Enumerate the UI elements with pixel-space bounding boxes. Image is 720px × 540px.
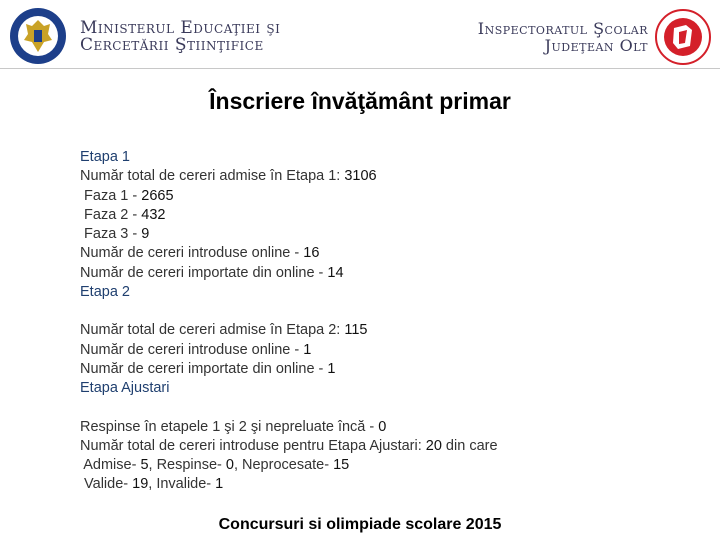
invalide-value: 1 — [215, 476, 224, 493]
spacer — [80, 399, 700, 418]
etapa2-total-value: 115 — [344, 322, 368, 339]
etapa1-imported — [80, 264, 700, 283]
etapa2-online — [80, 341, 700, 360]
ajustari-total-suffix: din care — [441, 437, 498, 454]
respinse-label: , Respinse- — [148, 457, 226, 474]
inspectorate-name — [478, 20, 648, 54]
romania-coat-of-arms-icon — [8, 6, 68, 66]
ajustari-rejected-value: 0 — [378, 418, 387, 435]
valide-value: 19 — [132, 476, 149, 493]
etapa1-heading: Etapa 1 — [80, 149, 130, 165]
etapa1-faza1 — [80, 187, 700, 206]
etapa1-imported-value: 14 — [327, 264, 344, 281]
inspectorate-logo-icon — [652, 8, 714, 66]
ajustari-total-label: Număr total de cereri introduse pentru Etapa Ajustari: — [80, 437, 426, 454]
valide-label: Valide- — [80, 476, 133, 493]
admise-label: Admise- — [80, 457, 141, 474]
faza2-label: Faza 2 - — [80, 206, 142, 223]
etapa2-online-value: 1 — [303, 341, 312, 358]
etapa1-faza2 — [80, 206, 700, 225]
neprocesate-label: , Neprocesate- — [233, 457, 334, 474]
ajustari-total — [80, 437, 700, 456]
etapa1-online — [80, 244, 700, 263]
inspectorate-name-line2: Judeţean Olt — [544, 36, 648, 55]
admise-value: 5 — [140, 457, 149, 474]
etapa2-imported-value: 1 — [327, 360, 336, 377]
etapa2-imported-label: Număr de cereri importate din online - — [80, 360, 328, 377]
etapa1-total-value: 3106 — [344, 168, 377, 185]
etapa2-total-label: Număr total de cereri admise în Etapa 2: — [80, 322, 345, 339]
spacer — [80, 302, 700, 321]
etapa2-online-label: Număr de cereri introduse online - — [80, 341, 304, 358]
header-divider — [0, 68, 720, 69]
faza3-value: 9 — [141, 226, 150, 243]
neprocesate-value: 15 — [333, 457, 350, 474]
invalide-label: , Invalide- — [148, 476, 216, 493]
faza1-value: 2665 — [141, 187, 174, 204]
etapa2-imported — [80, 360, 700, 379]
etapa1-total-label: Număr total de cereri admise în Etapa 1: — [80, 168, 345, 185]
ajustari-heading: Etapa Ajustari — [80, 380, 170, 397]
faza3-label: Faza 3 - — [80, 226, 142, 243]
etapa1-online-label: Număr de cereri introduse online - — [80, 245, 304, 262]
etapa1-imported-label: Număr de cereri importate din online - — [80, 264, 328, 281]
ajustari-rejected — [80, 418, 700, 437]
etapa2-total — [80, 321, 700, 340]
statistics-body — [80, 148, 700, 495]
ajustari-breakdown — [80, 456, 700, 475]
footer-caption: Concursuri si olimpiade scolare 2015 — [218, 516, 502, 533]
faza1-label: Faza 1 - — [80, 187, 142, 204]
etapa1-online-value: 16 — [303, 245, 320, 262]
ministry-name-line2: Cercetării Ştiinţifice — [80, 35, 264, 55]
etapa1-total — [80, 167, 700, 186]
etapa2-heading: Etapa 2 — [80, 284, 130, 301]
etapa1-faza3 — [80, 225, 700, 244]
ajustari-validity — [80, 475, 700, 494]
ministry-name — [80, 20, 280, 54]
slide-header — [0, 0, 720, 72]
inspectorate-name-line1: Inspectoratul Şcolar — [477, 19, 648, 38]
ministry-name-line1: Ministerul Educaţiei şi — [80, 18, 281, 38]
ajustari-rejected-label: Respinse în etapele 1 şi 2 şi nepreluate încă - — [80, 418, 379, 435]
page-title: Înscriere învăţământ primar — [209, 88, 511, 114]
respinse-value: 0 — [225, 457, 234, 474]
faza2-value: 432 — [141, 206, 166, 223]
ajustari-total-value: 20 — [425, 437, 442, 454]
